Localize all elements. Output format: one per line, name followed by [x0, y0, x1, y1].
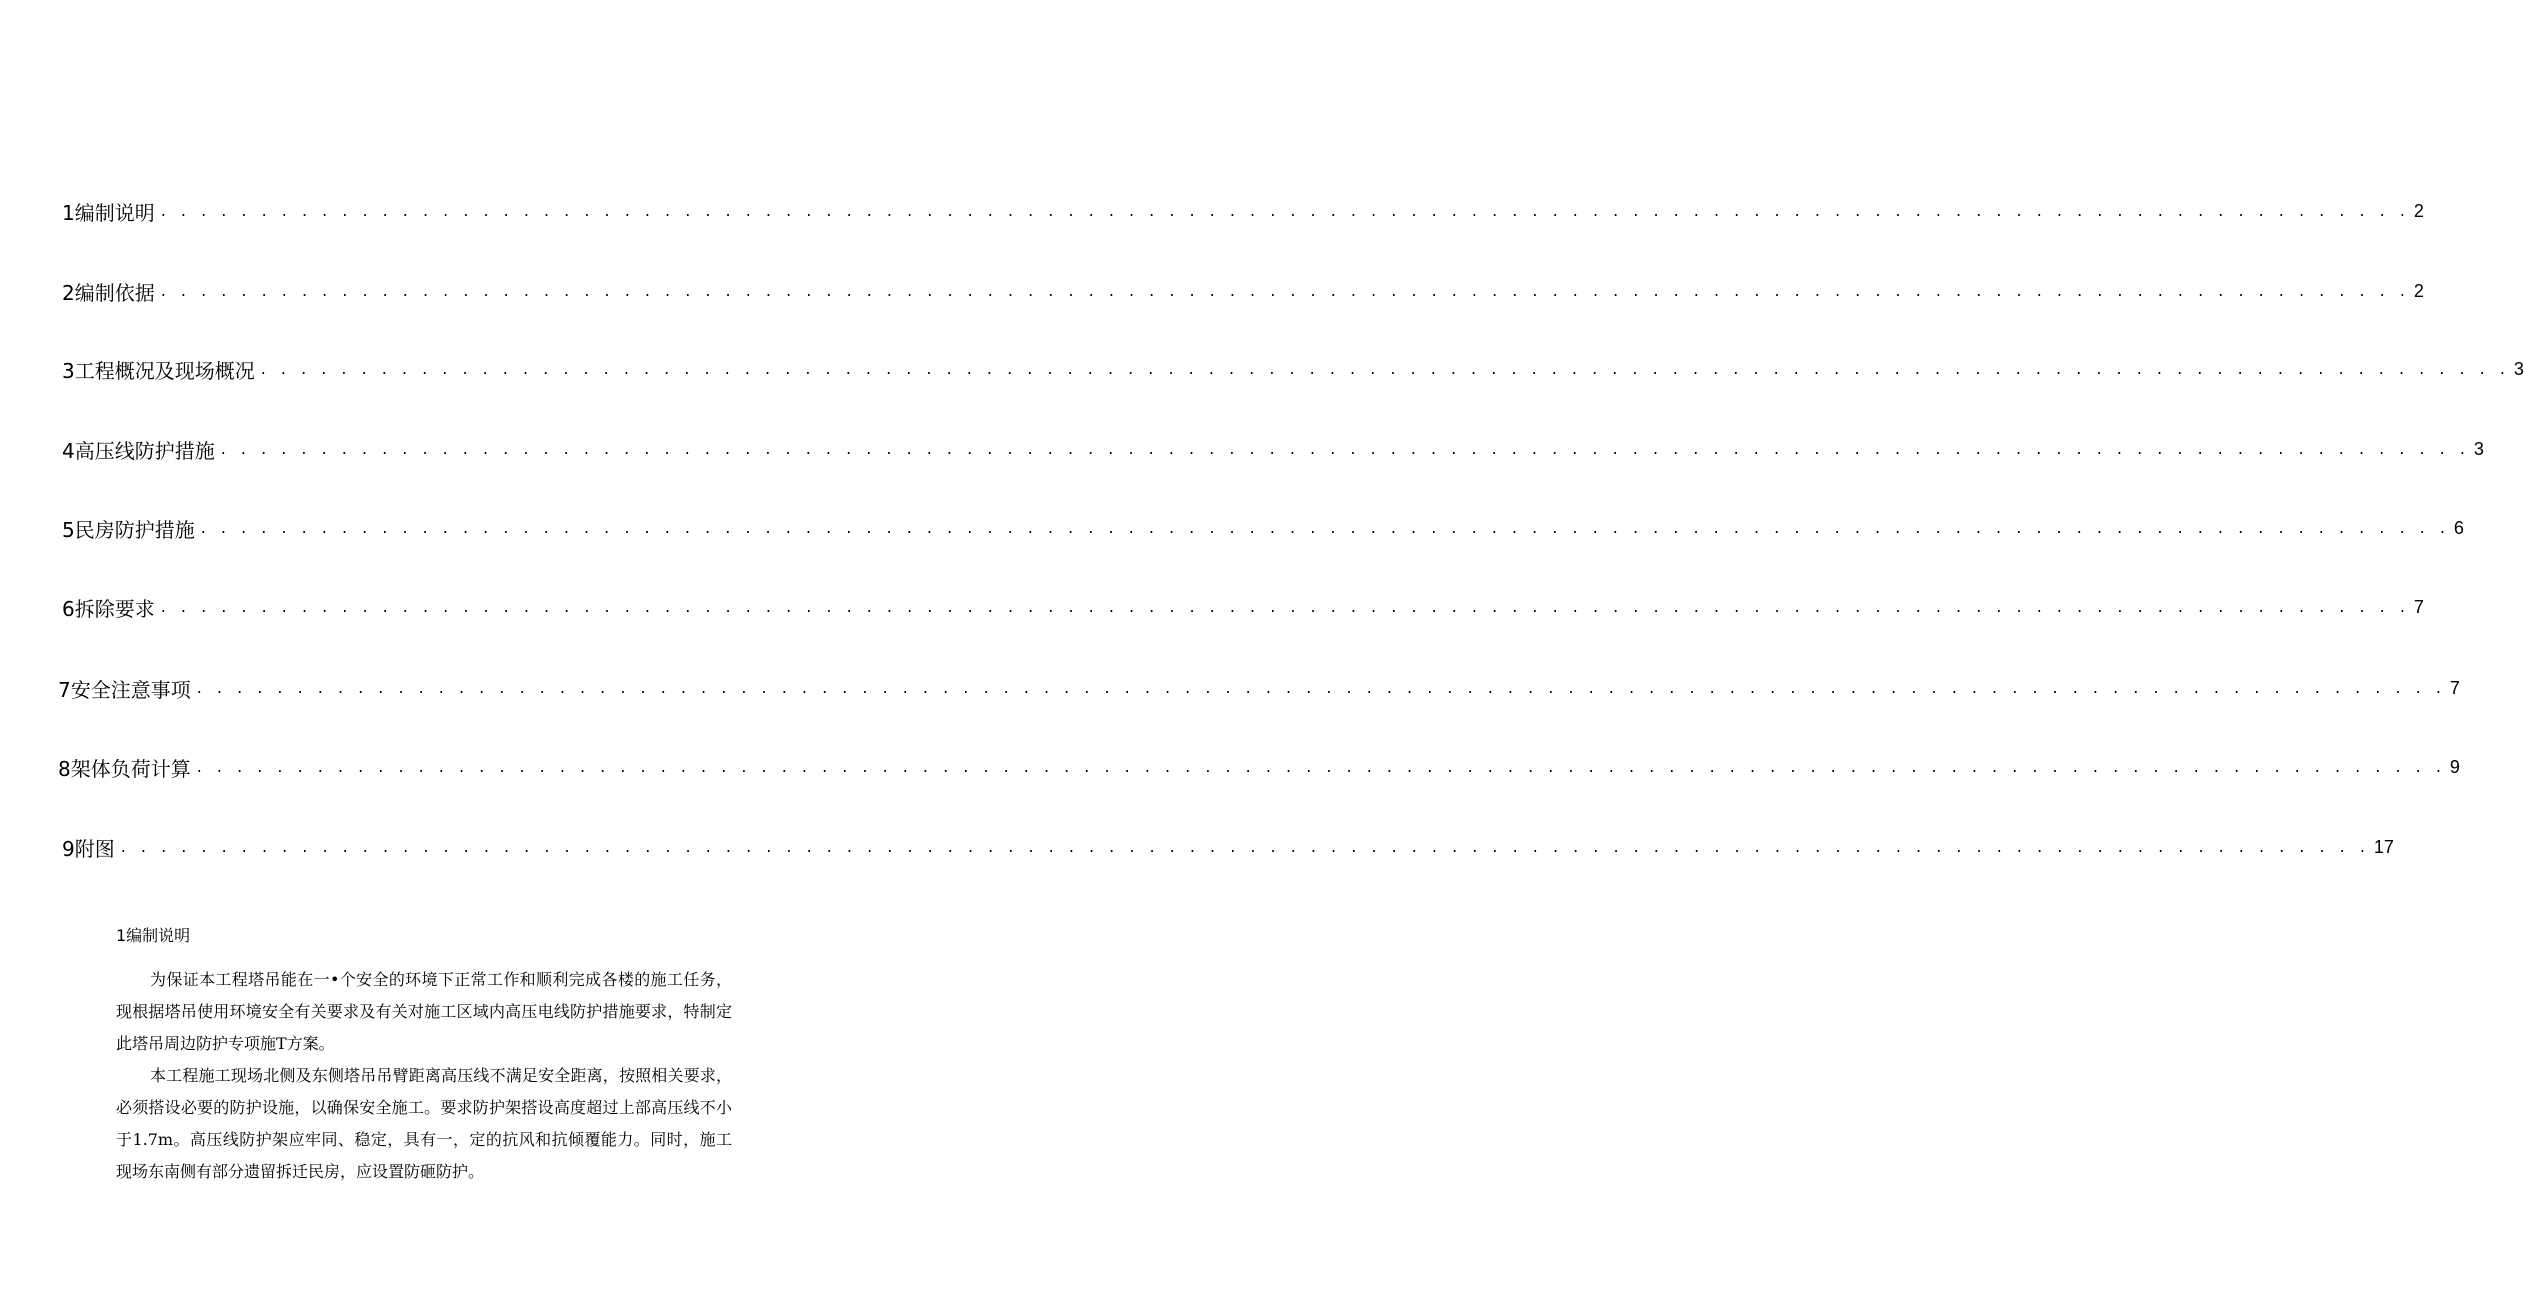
toc-entry-9[interactable]	[62, 832, 2394, 862]
toc-entry-page: 17	[2373, 836, 2394, 857]
toc-entry-page: 6	[2453, 517, 2464, 538]
toc-entry-page: 2	[2413, 200, 2424, 221]
toc-entry-page: 3	[2513, 358, 2524, 379]
toc-entry-3[interactable]	[62, 354, 2524, 384]
toc-entry-6[interactable]	[62, 592, 2424, 622]
toc-entry-8[interactable]	[58, 752, 2460, 782]
section-compilation-notes	[116, 922, 756, 1188]
toc-entry-label: 7安全注意事项	[58, 677, 191, 702]
toc-dot-leader: . . . . . . . . . . . . . . . . . . . . . . . . . . . . . . . . . . . . . . . . . . . . . . . . . . . . . . . . . . . . . . . . . . . . . . . . . . . . . . . . . . . . . . . . . . . . . . . . . . . . . . . . . . . . . . . .	[120, 837, 2370, 856]
toc-entry-page: 7	[2449, 677, 2460, 698]
toc-dot-leader: . . . . . . . . . . . . . . . . . . . . . . . . . . . . . . . . . . . . . . . . . . . . . . . . . . . . . . . . . . . . . . . . . . . . . . . . . . . . . . . . . . . . . . . . . . . . . . . . . . . . . . . . . . . . . . . .	[196, 678, 2446, 697]
toc-dot-leader: . . . . . . . . . . . . . . . . . . . . . . . . . . . . . . . . . . . . . . . . . . . . . . . . . . . . . . . . . . . . . . . . . . . . . . . . . . . . . . . . . . . . . . . . . . . . . . . . . . . . . . . . . . . . . . . .	[160, 201, 2410, 220]
toc-dot-leader: . . . . . . . . . . . . . . . . . . . . . . . . . . . . . . . . . . . . . . . . . . . . . . . . . . . . . . . . . . . . . . . . . . . . . . . . . . . . . . . . . . . . . . . . . . . . . . . . . . . . . . . . . . . . . . . .	[220, 439, 2470, 458]
toc-entry-label: 5民房防护措施	[62, 517, 195, 542]
toc-entry-7[interactable]	[58, 673, 2460, 703]
toc-entry-4[interactable]	[62, 434, 2484, 464]
toc-dot-leader: . . . . . . . . . . . . . . . . . . . . . . . . . . . . . . . . . . . . . . . . . . . . . . . . . . . . . . . . . . . . . . . . . . . . . . . . . . . . . . . . . . . . . . . . . . . . . . . . . . . . . . . . . . . . . . . .	[196, 757, 2446, 776]
toc-entry-label: 1编制说明	[62, 200, 155, 225]
toc-entry-page: 3	[2473, 438, 2484, 459]
toc-dot-leader: . . . . . . . . . . . . . . . . . . . . . . . . . . . . . . . . . . . . . . . . . . . . . . . . . . . . . . . . . . . . . . . . . . . . . . . . . . . . . . . . . . . . . . . . . . . . . . . . . . . . . . . . . . . . . . . .	[160, 597, 2410, 616]
toc-entry-label: 3工程概况及现场概况	[62, 358, 255, 383]
toc-entry-page: 7	[2413, 596, 2424, 617]
body-paragraph: 本工程施工现场北侧及东侧塔吊吊臂距离高压线不满足安全距离，按照相关要求，必须搭设必要的防护设施，以确保安全施工。要求防护架搭设高度超过上部高压线不小于1.7m。高压线防护架应牢同、稳定，具有一，定的抗风和抗倾覆能力。同时，施工现场东南侧有部分遗留拆迁民房，应设置防砸防护。	[116, 1066, 732, 1181]
toc-entry-2[interactable]	[62, 276, 2424, 306]
toc-entry-5[interactable]	[62, 513, 2464, 543]
toc-entry-label: 2编制依据	[62, 280, 155, 305]
toc-dot-leader: . . . . . . . . . . . . . . . . . . . . . . . . . . . . . . . . . . . . . . . . . . . . . . . . . . . . . . . . . . . . . . . . . . . . . . . . . . . . . . . . . . . . . . . . . . . . . . . . . . . . . . . . . . . . . . . .	[260, 359, 2510, 378]
toc-dot-leader: . . . . . . . . . . . . . . . . . . . . . . . . . . . . . . . . . . . . . . . . . . . . . . . . . . . . . . . . . . . . . . . . . . . . . . . . . . . . . . . . . . . . . . . . . . . . . . . . . . . . . . . . . . . . . . . .	[160, 281, 2410, 300]
toc-entry-1[interactable]	[62, 196, 2424, 226]
toc-entry-label: 8架体负荷计算	[58, 756, 191, 781]
toc-dot-leader: . . . . . . . . . . . . . . . . . . . . . . . . . . . . . . . . . . . . . . . . . . . . . . . . . . . . . . . . . . . . . . . . . . . . . . . . . . . . . . . . . . . . . . . . . . . . . . . . . . . . . . . . . . . . . . . .	[200, 518, 2450, 537]
body-paragraph: 为保证本工程塔吊能在一•个安全的环境下正常工作和顺利完成各楼的施工任务，现根据塔吊使用环境安全有关要求及有关对施工区域内高压电线防护措施要求，特制定此塔吊周边防护专项施T方案。	[116, 970, 732, 1053]
toc-entry-label: 6拆除要求	[62, 596, 155, 621]
toc-entry-page: 2	[2413, 280, 2424, 301]
toc-entry-page: 9	[2449, 756, 2460, 777]
section-heading: 1编制说明	[116, 926, 191, 945]
toc-entry-label: 9附图	[62, 836, 115, 861]
toc-entry-label: 4高压线防护措施	[62, 438, 215, 463]
